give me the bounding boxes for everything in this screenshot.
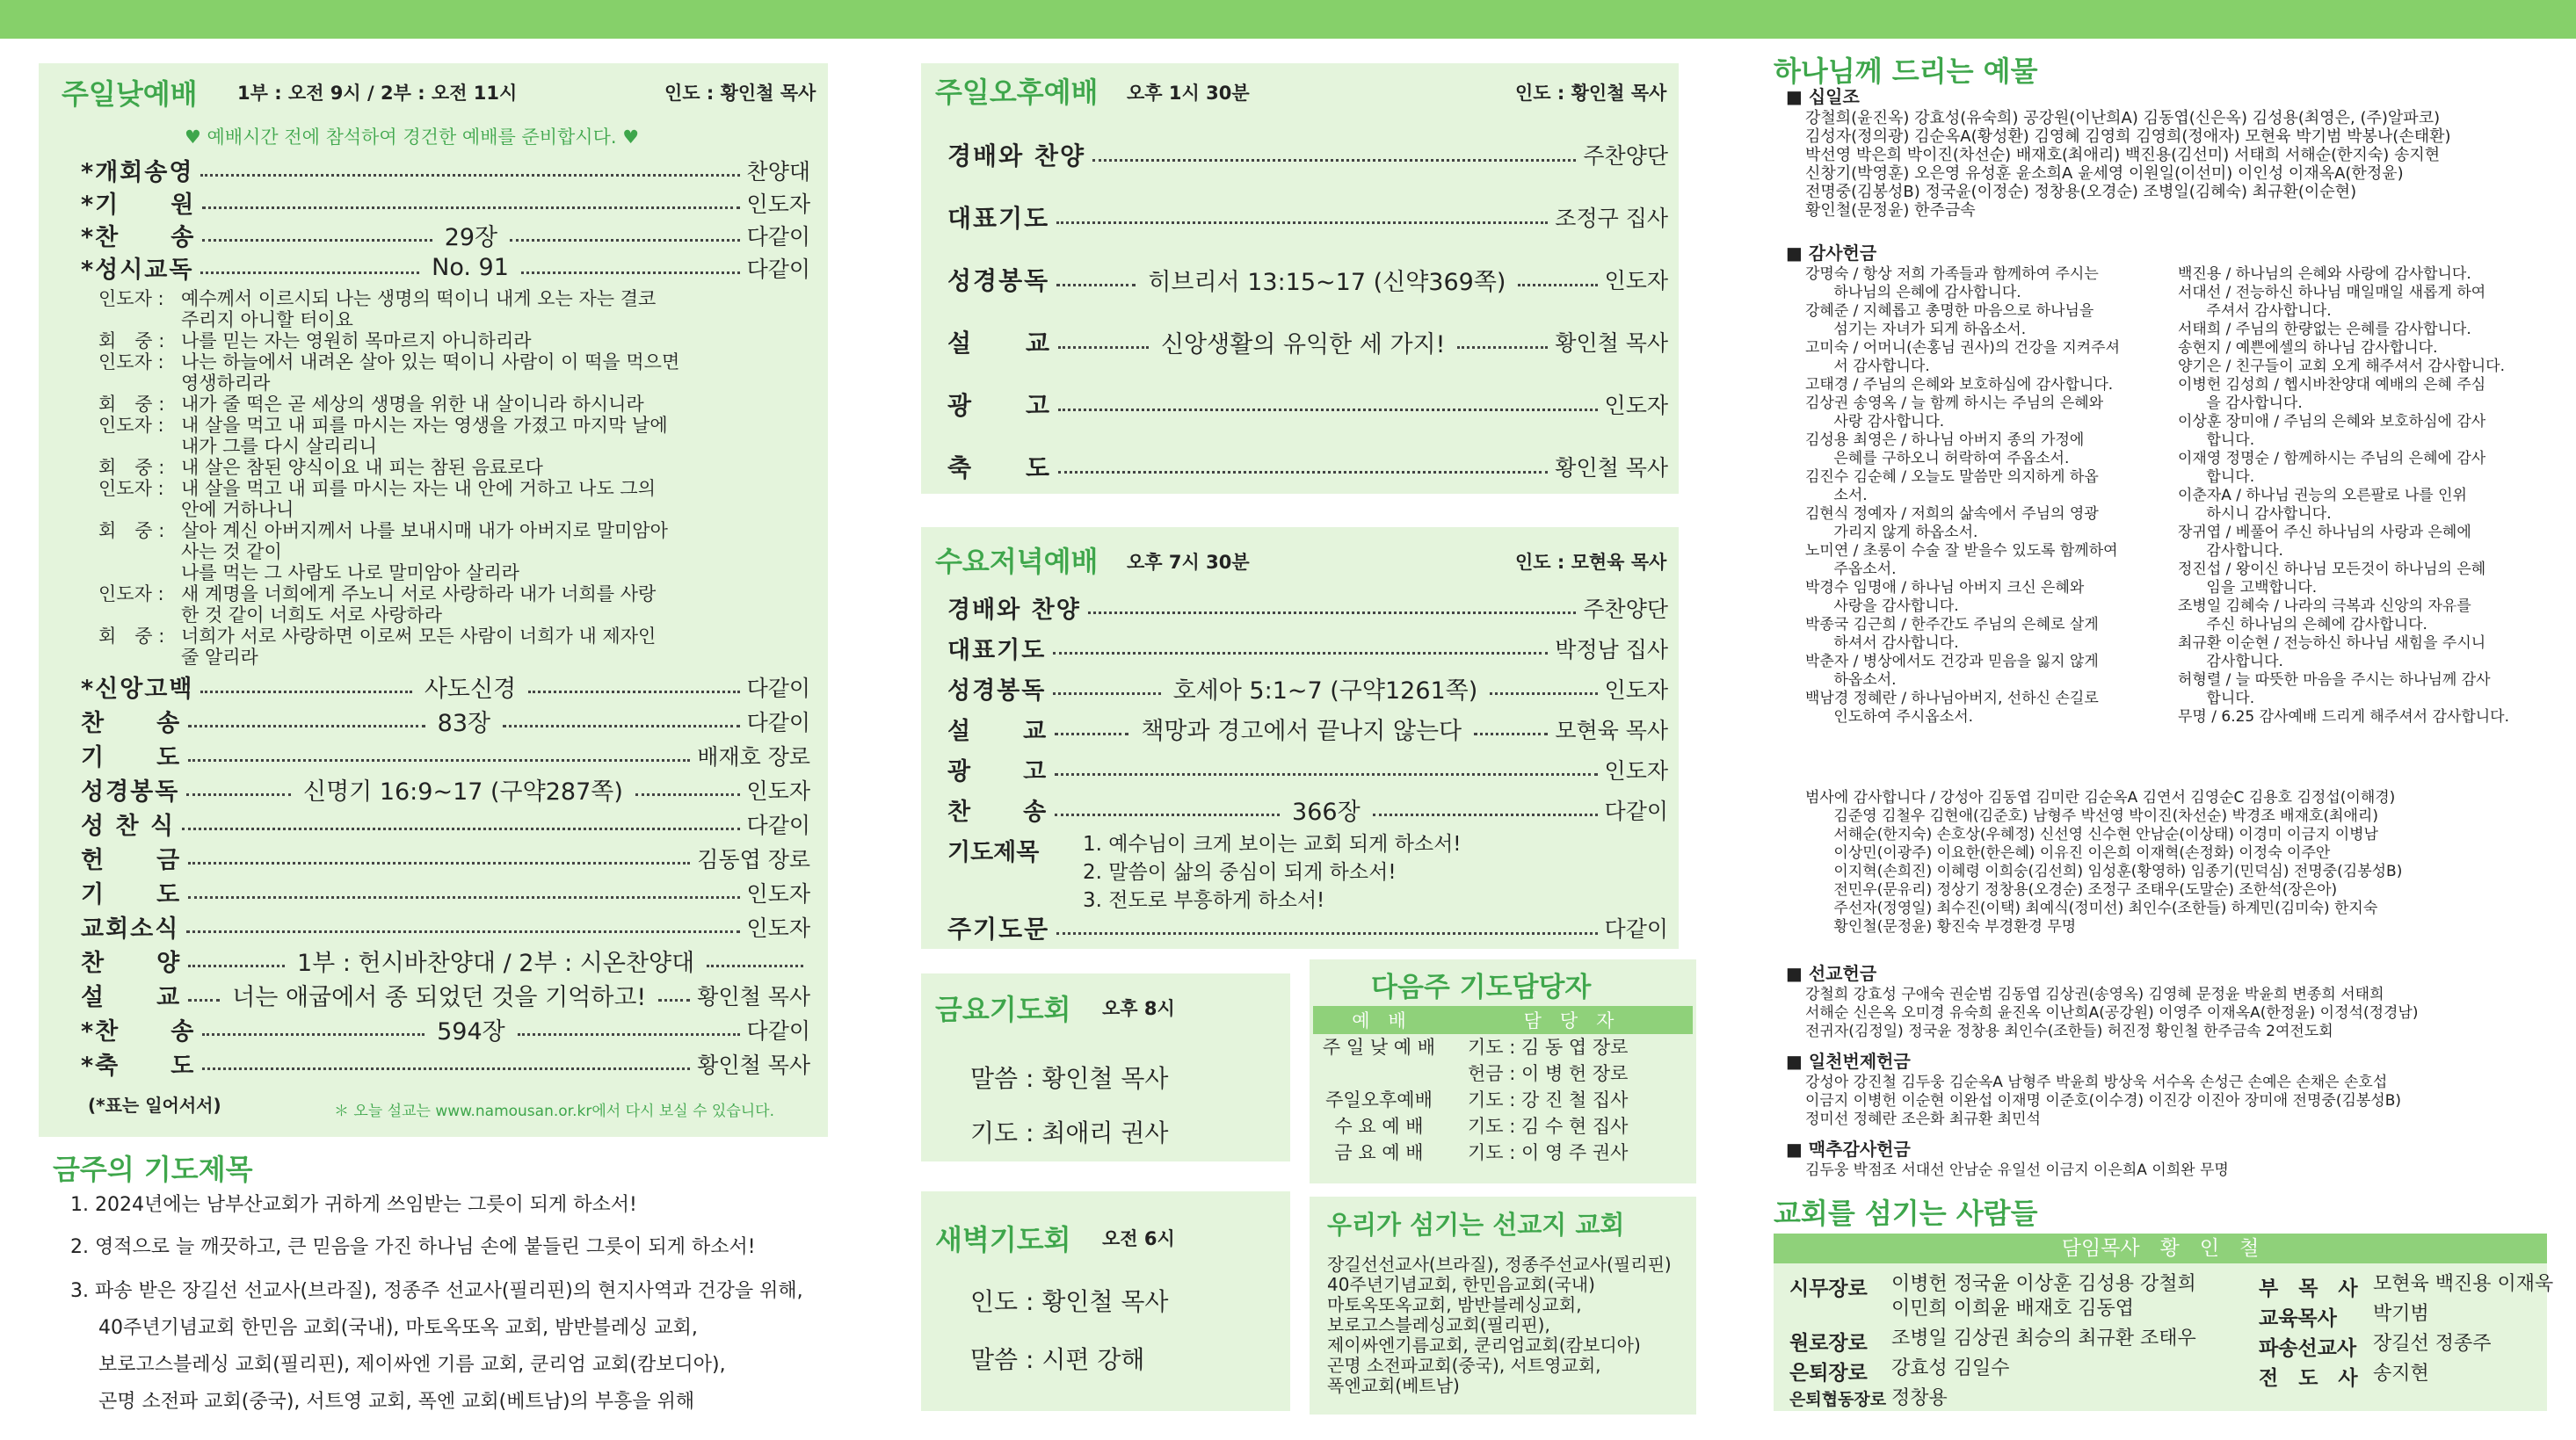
leader-dots	[1053, 692, 1160, 695]
order-row	[81, 250, 810, 285]
order-person: 황인철 목사	[1555, 330, 1669, 356]
order-person: 황인철 목사	[697, 983, 810, 1009]
wednesday-title: 수요저녁예배	[935, 545, 1099, 578]
morning-notice: ♥ 예배시간 전에 참석하여 경건한 예배를 준비합시다. ♥	[185, 127, 640, 148]
order-row	[81, 841, 810, 875]
leader-dots	[200, 691, 411, 693]
order-person: 찬양대	[746, 158, 810, 185]
order-content: 책망과 경고에서 끝나지 않는다	[1141, 718, 1462, 745]
staff-names: 강효성 김일수	[1891, 1357, 2010, 1379]
order-content: 히브리서 13:15~17 (신약369쪽)	[1148, 268, 1506, 296]
leader-dots	[1055, 773, 1597, 776]
tithe-list: 강철희(윤진옥) 강효성(유숙희) 공강원(이난희A) 김동엽(신은옥) 김성용(최영은, (주)알파코) 김성자(정의광) 김순옥A(황성환) 김영혜 김영희 김영희(정애자) 모현육 박기범 박봉나(손태환) 박선영 박은희 박이진(차선순) 배재호(최애리) 백진용(김선미) 서태희 서해순(한지숙) 송지현 신창기(박영훈) 오은영 유성훈 윤소희A 윤세영 이원일(이선미) 이인성 이재옥A(한정윤) 전명중(김봉성B) 정국윤(이정순) 정창용(오경순) 조병일(김혜숙) 최규환(이순현) 황인철(문정윤) 한주금속	[1805, 109, 2451, 220]
order-row	[947, 449, 1668, 484]
responsive-text: 예수께서 이르시되 나는 생명의 떡이니 내게 오는 자는 결코 주리지 아니할 터이요	[181, 288, 657, 330]
staff-head: 담임목사 황 인 철	[1774, 1234, 2547, 1263]
order-row	[947, 671, 1668, 706]
order-row	[947, 137, 1668, 172]
order-content: 594장	[437, 1018, 505, 1046]
prayer-person: 기도 : 이 영 주 권사	[1468, 1142, 1629, 1163]
order-row	[81, 772, 810, 807]
mission-offer-header: ■ 선교헌금	[1786, 963, 1877, 984]
responsive-who: 인도자 :	[98, 288, 164, 309]
leader-dots	[1518, 284, 1597, 286]
order-person: 인도자	[746, 191, 810, 217]
order-row	[81, 185, 810, 220]
morning-time: 1부 : 오전 9시 / 2부 : 오전 11시	[237, 83, 518, 104]
staff-names: 박기범	[2373, 1303, 2429, 1325]
prayer-person: 기도 : 김 수 현 집사	[1468, 1116, 1629, 1137]
responsive-text: 너희가 서로 사랑하면 이로써 모든 사람이 너희가 내 제자인 줄 알리라	[181, 626, 657, 668]
prayer-item: 곤명 소전파 교회(중국), 서트영 교회, 폭엔 교회(베트남)의 부흥을 위해	[98, 1391, 695, 1413]
staff-role: 시무장로	[1789, 1277, 1868, 1300]
leader-dots	[1457, 346, 1548, 349]
staff-role: 원로장로	[1789, 1332, 1868, 1355]
order-row	[947, 199, 1668, 235]
prayer-item: 보로고스블레싱 교회(필리핀), 제이싸엔 기름 교회, 쿤리엄 교회(캄보디아),	[98, 1354, 726, 1376]
order-row	[81, 738, 810, 772]
prayer-person: 기도 : 강 진 철 집사	[1468, 1089, 1629, 1111]
friday-title: 금요기도회	[935, 993, 1071, 1026]
leader-dots	[182, 828, 740, 830]
bunsa-list: 범사에 감사합니다 / 강성아 김동엽 김미란 김순옥A 김연서 김영순C 김용호 김정섭(이해경) 김준영 김철우 김현애(김준호) 남형주 박선영 박이진(차선순) 박경조 배재호(최애리) 서해순(한지숙) 손호상(우혜정) 신선영 신수현 안남순(이상태) 이경미 이금지 이병남 이상민(이광주) 이요한(한은혜) 이유진 이은희 이재혁(손정화) 이정숙 이주안 이지혁(손희진) 이혜령 이희숭(김선희) 임성훈(황영하) 임종기(민덕심) 전명중(김봉성B) 전민우(문유리) 정상기 정창용(오경순) 조정구 조태우(도말순) 조한석(장은아) 주선자(정영일) 최수진(이택) 최예식(정미선) 최인수(조한들) 하계민(김미숙) 한지숙 황인철(문정윤) 황진숙 부경환경 무명	[1805, 789, 2403, 936]
friday-prayer: 기도 : 최애리 권사	[970, 1118, 1169, 1147]
offering-title: 하나님께 드리는 예물	[1774, 54, 2038, 88]
staff-names: 송지현	[2373, 1363, 2429, 1385]
staff-role: 파송선교사	[2259, 1337, 2357, 1360]
leader-dots	[1490, 692, 1597, 695]
leader-dots	[200, 174, 739, 177]
prayer-item: 40주년기념교회 한민음 교회(국내), 마토옥또옥 교회, 밤반블레싱 교회,	[98, 1317, 698, 1339]
leader-dots	[200, 271, 419, 274]
order-content: 1부 : 헌시바찬양대 / 2부 : 시온찬양대	[296, 950, 695, 977]
dawn-word: 말씀 : 시편 강해	[970, 1345, 1145, 1374]
order-label: 성 찬 식	[81, 813, 176, 840]
order-person: 다같이	[746, 1017, 810, 1044]
order-person: 김동엽 장로	[697, 846, 810, 872]
order-person: 인도자	[1604, 393, 1668, 418]
leader-dots	[202, 1067, 690, 1070]
thanks-left: 강명숙 / 항상 저희 가족들과 함께하여 주시는 하나님의 은혜에 감사합니다. 강혜준 / 지혜롭고 총명한 마음으로 하나님을 섬기는 자녀가 되게 하옵소서. 고미숙 / 어머니(손홍님 권사)의 건강을 지켜주셔 서 감사합니다. 고태경 / 주님의 은혜와 보호하심에 감사합니다. 김상권 송영옥 / 늘 함께 하시는 주님의 은혜와 사랑 감사합니다. 김성용 최영은 / 하나님 아버지 종의 가정에 은혜를 구하오니 허락하여 주옵소서. 김진수 김순혜 / 오늘도 말씀만 의지하게 하옵 소서. 김현식 정예자 / 저희의 삶속에서 주님의 영광 가리지 않게 하옵소서. 노미연 / 초롱이 수술 잘 받을수 있도록 함께하여 주옵소서. 박경수 임명애 / 하나님 아버지 크신 은혜와 사랑을 감사합니다. 박종국 김근희 / 한주간도 주님의 은혜로 살게 하셔서 감사합니다. 박춘자 / 병상에서도 건강과 믿음을 잃지 않게 하옵소서. 백남경 정혜란 / 하나님아버지, 선하신 손길로 인도하여 주시옵소서.	[1805, 265, 2121, 726]
dawn-time: 오전 6시	[1102, 1228, 1175, 1249]
responsive-who: 인도자 :	[98, 415, 164, 436]
leader-dots	[186, 793, 291, 796]
leader-dots	[528, 691, 739, 693]
order-row	[81, 669, 810, 704]
responsive-who: 회 중 :	[98, 394, 165, 415]
order-row	[947, 387, 1668, 422]
responsive-who: 회 중 :	[98, 457, 165, 478]
web-note: ＊ 오늘 설교는 www.namousan.or.kr에서 다시 보실 수 있습니다.	[334, 1103, 774, 1120]
responsive-who: 회 중 :	[98, 626, 165, 647]
staff-role: 부 목 사	[2259, 1277, 2358, 1300]
order-person: 인도자	[1604, 757, 1668, 784]
order-label: 성경봉독	[947, 266, 1050, 295]
order-row	[947, 590, 1668, 625]
order-label: 경배와 찬양	[947, 597, 1081, 624]
leader-dots	[188, 725, 424, 727]
leader-dots	[1053, 652, 1548, 655]
order-label: *신앙고백	[81, 676, 194, 703]
order-person: 다같이	[746, 709, 811, 735]
order-row	[81, 807, 810, 841]
order-label: 설 교	[947, 329, 1052, 358]
top-bar	[0, 0, 2576, 39]
order-row	[81, 875, 810, 909]
responsive-text: 새 계명을 너희에게 주노니 서로 사랑하라 내가 너희를 사랑 한 것 같이 너희도 서로 사랑하라	[181, 583, 657, 626]
order-label: 교회소식	[81, 915, 180, 943]
leader-dots	[188, 999, 220, 1002]
order-person: 인도자	[746, 915, 810, 941]
next-week-title: 다음주 기도담당자	[1371, 972, 1592, 1003]
staff-names: 모현육 백진용 이재욱	[2373, 1273, 2554, 1295]
order-person: 배재호 장로	[697, 743, 810, 770]
order-person: 조정구 집사	[1555, 206, 1668, 231]
leader-dots	[186, 930, 739, 933]
leader-dots	[188, 965, 285, 967]
order-label: 광 고	[947, 758, 1049, 785]
order-content: 29장	[444, 224, 498, 251]
order-label: 찬 송	[947, 799, 1049, 826]
tithe-header: ■ 십일조	[1786, 86, 1860, 107]
leader-dots	[1058, 346, 1149, 349]
thanks-header: ■ 감사헌금	[1786, 242, 1877, 264]
prayer-item: 1. 2024년에는 남부산교회가 귀하게 쓰임받는 그릇이 되게 하소서!	[70, 1194, 637, 1216]
responsive-who: 인도자 :	[98, 478, 164, 499]
order-person: 인도자	[746, 880, 810, 907]
afternoon-leader: 인도 : 황인철 목사	[1515, 83, 1667, 104]
order-label: 기 도	[81, 881, 182, 908]
order-person: 인도자	[746, 778, 810, 804]
order-row	[947, 792, 1668, 827]
order-label: 대표기도	[947, 637, 1047, 664]
leader-dots	[503, 725, 739, 727]
order-label: *찬 송	[81, 1018, 196, 1046]
responsive-text: 나를 믿는 자는 영원히 목마르지 아니하리라	[181, 330, 532, 351]
order-content: 신앙생활의 유익한 세 가지!	[1160, 330, 1446, 358]
mission-list: 장길선선교사(브라질), 정종주선교사(필리핀) 40주년기념교회, 한민음교회(국내) 마토옥또옥교회, 밤반블레싱교회, 보로고스블레싱교회(필리핀), 제이싸엔기름교회, 쿤리엄교회(캄보디아) 곤명 소전파교회(중국), 서트영교회, 폭엔교회(베트남)	[1327, 1254, 1672, 1396]
leader-dots	[202, 1033, 424, 1036]
order-row	[947, 262, 1668, 297]
responsive-who: 회 중 :	[98, 520, 165, 541]
order-person: 다같이	[1604, 798, 1668, 824]
dawn-leader: 인도 : 황인철 목사	[970, 1287, 1169, 1316]
order-person: 박정남 집사	[1555, 636, 1668, 662]
staff-names: 정창용	[1891, 1387, 1948, 1409]
order-label: 경배와 찬양	[947, 141, 1085, 170]
order-label: 헌 금	[81, 847, 182, 874]
order-row	[81, 1046, 810, 1081]
friday-word: 말씀 : 황인철 목사	[970, 1064, 1169, 1093]
order-label: 성경봉독	[81, 778, 180, 806]
mission-offer-list: 강철희 강효성 구애숙 권순범 김동엽 김상권(송영옥) 김영혜 문정윤 박윤희 변종희 서태희 서해순 신은옥 오미경 유숙희 윤진옥 이난희A(공강원) 이영주 이재옥A(한정윤) 이정석(정경남) 전귀자(김정일) 정국윤 정창용 최인수(조한들) 허진정 황인철 한주금속 2여전도회	[1805, 986, 2419, 1040]
leader-dots	[188, 862, 690, 865]
order-row	[81, 944, 810, 978]
leader-dots	[1058, 409, 1597, 411]
responsive-who: 인도자 :	[98, 351, 164, 373]
dawn-title: 새벽기도회	[935, 1223, 1071, 1256]
prayer-item: 3. 파송 받은 장길선 선교사(브라질), 정종주 선교사(필리핀)의 현지사역과 건강을 위해,	[70, 1280, 803, 1302]
leader-dots	[658, 999, 690, 1002]
prayer-item: 2. 영적으로 늘 깨끗하고, 큰 믿음을 가진 하나님 손에 붙들린 그릇이 되게 하소서!	[70, 1236, 756, 1258]
order-row	[81, 704, 810, 738]
leader-dots	[1088, 611, 1577, 614]
order-row	[81, 978, 810, 1012]
responsive-text: 내 살은 참된 양식이요 내 피는 참된 음료로다	[181, 457, 543, 478]
order-label: 설 교	[947, 718, 1049, 745]
order-content: No. 91	[432, 254, 509, 281]
responsive-text: 내가 줄 떡은 곧 세상의 생명을 위한 내 살이니라 하시니라	[181, 394, 644, 415]
order-row	[947, 712, 1668, 746]
leader-dots	[635, 793, 740, 796]
order-content: 호세아 5:1~7 (구약1261쪽)	[1172, 677, 1478, 705]
leader-dots	[1056, 221, 1548, 224]
standing-note: (*표는 일어서서)	[88, 1095, 221, 1116]
leader-dots	[202, 206, 739, 209]
staff-names: 조병일 김상권 최승의 최규환 조태우	[1891, 1328, 2196, 1350]
morning-title: 주일낮예배	[62, 77, 198, 111]
service-name: 주 일 낮 예 배	[1322, 1037, 1436, 1058]
next-week-row	[1313, 1034, 1693, 1087]
wednesday-topic: 2. 말씀이 삶의 중심이 되게 하소서!	[1083, 861, 1397, 884]
order-person: 다같이	[746, 812, 810, 838]
order-label: *기 원	[81, 192, 196, 219]
staff-role: 은퇴협동장로	[1789, 1390, 1887, 1409]
order-label: 찬 송	[81, 710, 182, 737]
order-label: 기 도	[81, 744, 182, 771]
service-name: 주일오후예배	[1325, 1089, 1433, 1111]
afternoon-title: 주일오후예배	[935, 76, 1099, 109]
leader-dots	[707, 965, 803, 967]
staff-role: 은퇴장로	[1789, 1362, 1868, 1385]
next-week-row	[1313, 1087, 1693, 1113]
daily-offer-list: 강성아 강진철 김두웅 김순옥A 남형주 박윤희 방상욱 서수옥 손성근 손예은 손채은 손호섭 이금지 이병헌 이순현 이완섭 이재명 이준호(이수경) 이진강 이진아 장미애 전명중(김봉성B) 정미선 정혜란 조은화 최규환 최민석	[1805, 1074, 2402, 1128]
order-content: 너는 애굽에서 종 되었던 것을 기억하고!	[232, 984, 647, 1011]
order-person: 모현육 목사	[1555, 717, 1669, 743]
order-label: 설 교	[81, 984, 182, 1011]
wheat-list: 김두웅 박점조 서대선 안남순 유일선 이금지 이은희A 이희완 무명	[1805, 1161, 2229, 1179]
leader-dots	[1474, 733, 1548, 735]
thanks-right: 백진용 / 하나님의 은혜와 사랑에 감사합니다. 서대선 / 전능하신 하나님 매일매일 새롭게 하여 주셔서 감사합니다. 서태희 / 주님의 한량없는 은혜를 감사합니다. 송현지 / 예쁜에셀의 하나님 감사합니다. 양기은 / 친구들이 교회 오게 해주셔서 감사합니다. 이병헌 김성희 / 헵시바찬양대 예배의 은혜 주심 을 감사합니다. 이상훈 장미애 / 주님의 은혜와 보호하심에 감사 합니다. 이재영 정명순 / 함께하시는 주님의 은혜에 감사 합니다. 이춘자A / 하나님 권능의 오른팔로 나를 인위 하시니 감사합니다. 장귀엽 / 베풀어 주신 하나님의 사랑과 은혜에 감사합니다. 정진섭 / 왕이신 하나님 모든것이 하나님의 은혜 임을 고백합니다. 조병일 김혜숙 / 나라의 극복과 신앙의 자유를 주신 하나님의 은혜에 감사합니다. 최규환 이순현 / 전능하신 하나님 새힘을 주시니 감사합니다. 허형렬 / 늘 따뜻한 마음을 주시는 하나님께 감사 합니다. 무명 / 6.25 감사예배 드리게 해주셔서 감사합니다.	[2178, 265, 2510, 726]
order-row	[81, 153, 810, 187]
daily-offer-header: ■ 일천번제헌금	[1786, 1051, 1911, 1072]
order-label: 축 도	[947, 453, 1052, 482]
wednesday-leader: 인도 : 모현육 목사	[1515, 552, 1667, 573]
mission-title: 우리가 섬기는 선교지 교회	[1327, 1210, 1625, 1240]
order-label: *성시교독	[81, 257, 194, 284]
order-content: 83장	[437, 710, 491, 737]
order-content: 366장	[1292, 799, 1361, 826]
order-row	[81, 218, 810, 252]
order-row	[947, 752, 1668, 786]
leader-dots	[1092, 159, 1576, 162]
order-row	[81, 1012, 810, 1046]
wednesday-topic: 3. 전도로 부흥하게 하소서!	[1083, 889, 1325, 912]
order-label: *개회송영	[81, 159, 194, 186]
order-person: 인도자	[1604, 268, 1669, 293]
order-person: 주찬양단	[1583, 143, 1668, 169]
order-person: 인도자	[1604, 677, 1669, 703]
responsive-text: 살아 계신 아버지께서 나를 보내시매 내가 아버지로 말미암아 사는 것 같이 나를 먹는 그 사람도 나로 말미암아 살리라	[181, 520, 668, 583]
service-name: 금 요 예 배	[1334, 1142, 1424, 1163]
leader-dots	[1055, 733, 1128, 735]
responsive-text: 나는 하늘에서 내려온 살아 있는 떡이니 사람이 이 떡을 먹으면 영생하리라	[181, 351, 680, 394]
wednesday-topic: 1. 예수님이 크게 보이는 교회 되게 하소서!	[1083, 833, 1462, 856]
next-week-table: 예 배 담 당 자 주 일 낮 예 배 기도 : 김 동 엽 장로 헌금 : 이 병 헌 장로 주일오후예배 기도 : 강 진 철 집사 수 요 예 배 기도 : 김 수 현 집사 금 요 예 배 기도 : 이 영 주 권사	[1313, 1006, 1693, 1166]
morning-leader: 인도 : 황인철 목사	[664, 83, 816, 104]
next-week-row	[1313, 1113, 1693, 1140]
friday-time: 오후 8시	[1102, 998, 1175, 1019]
lords-prayer-row: 주기도문 다같이	[947, 915, 1668, 944]
order-person: 다같이	[746, 223, 811, 250]
staff-title: 교회를 섬기는 사람들	[1774, 1197, 2038, 1230]
order-row	[947, 324, 1668, 359]
leader-dots	[1056, 284, 1136, 286]
order-label: 성경봉독	[947, 677, 1047, 705]
order-person: 다같이	[746, 675, 811, 701]
next-week-row	[1313, 1140, 1693, 1166]
staff-names: 장길선 정종주	[2373, 1333, 2492, 1355]
leader-dots	[188, 896, 739, 899]
leader-dots	[1058, 471, 1548, 474]
staff-role: 전 도 사	[2259, 1367, 2358, 1390]
order-label: *축 도	[81, 1053, 196, 1080]
leader-dots	[202, 239, 432, 242]
leader-dots	[188, 759, 690, 762]
order-row	[81, 909, 810, 944]
responsive-who: 회 중 :	[98, 330, 165, 351]
leader-dots	[510, 239, 739, 242]
afternoon-time: 오후 1시 30분	[1127, 83, 1250, 104]
order-person: 황인철 목사	[1555, 455, 1668, 481]
service-name: 수 요 예 배	[1334, 1116, 1424, 1137]
order-label: *찬 송	[81, 224, 196, 251]
prayer-title: 금주의 기도제목	[53, 1153, 253, 1186]
responsive-text: 내 살을 먹고 내 피를 마시는 자는 영생을 가졌고 마지막 날에 내가 그를 다시 살리리니	[181, 415, 668, 457]
wheat-header: ■ 맥추감사헌금	[1786, 1139, 1911, 1160]
prayer-person: 기도 : 김 동 엽 장로 헌금 : 이 병 헌 장로	[1468, 1037, 1629, 1084]
order-label: 찬 양	[81, 950, 182, 977]
responsive-who: 인도자 :	[98, 583, 164, 604]
responsive-text: 내 살을 먹고 내 피를 마시는 자는 내 안에 거하고 나도 그의 안에 거하나니	[181, 478, 657, 520]
leader-dots	[1055, 814, 1280, 816]
order-row	[947, 631, 1668, 665]
leader-dots	[518, 1033, 740, 1036]
staff-role: 교육목사	[2259, 1307, 2337, 1330]
order-person: 황인철 목사	[697, 1052, 810, 1078]
leader-dots	[1373, 814, 1598, 816]
order-label: 광 고	[947, 391, 1052, 420]
order-content: 신명기 16:9~17 (구약287쪽)	[303, 778, 623, 806]
order-label: 대표기도	[947, 204, 1050, 233]
order-person: 주찬양단	[1583, 596, 1668, 622]
wednesday-topics-label: 기도제목	[947, 839, 1040, 866]
staff-names: 이병헌 정국윤 이상훈 김성용 강철희 이민희 이희윤 배재호 김동엽	[1891, 1273, 2196, 1320]
leader-dots	[521, 271, 740, 274]
order-person: 다같이	[746, 256, 811, 282]
order-content: 사도신경	[424, 676, 517, 703]
wednesday-time: 오후 7시 30분	[1127, 552, 1250, 573]
